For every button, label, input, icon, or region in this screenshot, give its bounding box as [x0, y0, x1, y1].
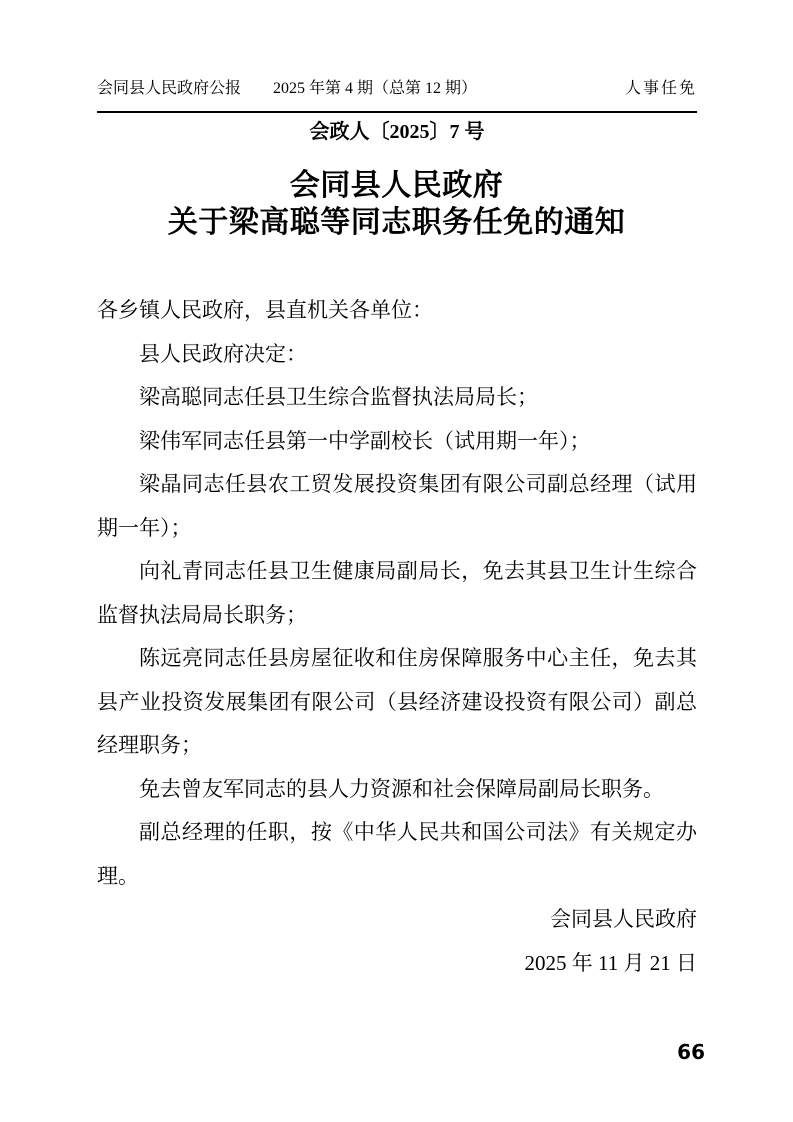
document-title-line1: 会同县人民政府 — [289, 169, 504, 202]
publication-name: 会同县人民政府公报 — [97, 80, 242, 97]
body-paragraph: 免去曾友军同志的县人力资源和社会保障局副局长职务。 — [139, 776, 664, 801]
body-paragraph: 梁晶同志任县农工贸发展投资集团有限公司副总经理（试用期一年）； — [97, 472, 697, 540]
header-rule — [97, 111, 697, 113]
body-paragraph: 向礼青同志任县卫生健康局副局长，免去其县卫生计生综合监督执法局局长职务； — [97, 559, 697, 627]
document-title-line2: 关于梁高聪等同志职务任免的通知 — [167, 206, 626, 239]
document-body — [97, 289, 697, 985]
running-header — [97, 79, 697, 99]
section-label: 人事任免 — [624, 80, 697, 97]
salutation: 各乡镇人民政府，县直机关各单位： — [97, 298, 433, 322]
body-paragraph: 副总经理的任职，按《中华人民共和国公司法》有关规定办理。 — [97, 820, 697, 888]
signature: 会同县人民政府 — [550, 907, 697, 931]
document-title — [48, 167, 745, 241]
document-number: 会政人〔2025〕7 号 — [309, 121, 485, 143]
body-paragraph: 陈远亮同志任县房屋征收和住房保障服务中心主任，免去其县产业投资发展集团有限公司（县经济建设投资有限公司）副总经理职务； — [97, 646, 697, 757]
body-paragraph: 县人民政府决定： — [139, 341, 307, 366]
body-paragraph: 梁伟军同志任县第一中学副校长（试用期一年）； — [139, 428, 591, 453]
issue-info: 2025 年第 4 期（总第 12 期） — [273, 80, 478, 97]
page-number: 66 — [677, 1040, 705, 1064]
signature-date: 2025 年 11 月 21 日 — [524, 950, 697, 975]
body-paragraph: 梁高聪同志任县卫生综合监督执法局局长； — [139, 385, 538, 409]
